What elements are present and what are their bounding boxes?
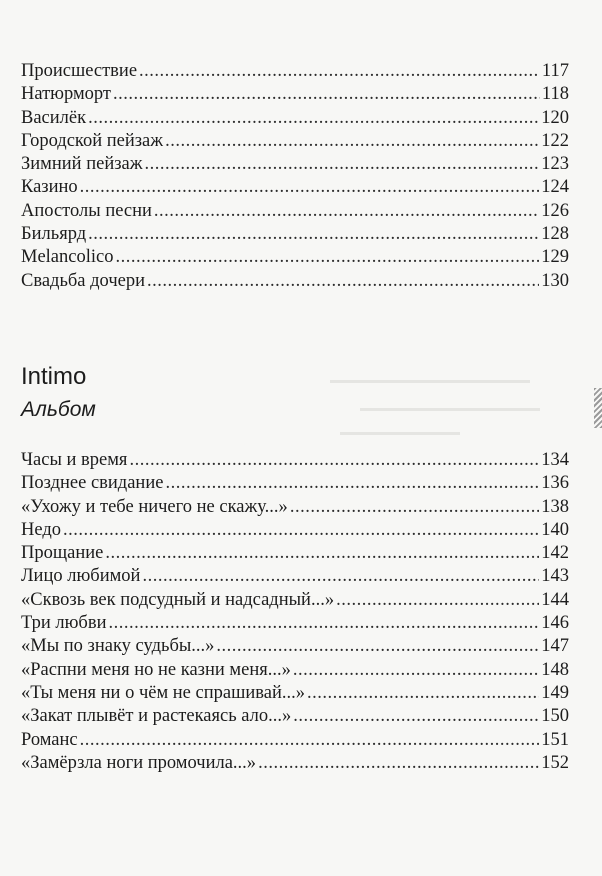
toc-dot-leader (145, 153, 540, 176)
toc-entry-page-number: 122 (541, 130, 569, 151)
toc-entry-title: Свадьба дочери (21, 270, 145, 291)
toc-dot-leader (80, 729, 540, 752)
toc-dot-leader (63, 519, 539, 542)
toc-entry (21, 729, 569, 752)
toc-entry-title: Позднее свидание (21, 473, 164, 494)
toc-dot-leader (216, 635, 539, 658)
toc-entry (21, 589, 569, 612)
toc-entry (21, 200, 569, 223)
toc-dot-leader (115, 246, 539, 269)
bleed-through-mark (330, 380, 530, 383)
toc-entry-page-number: 124 (541, 177, 569, 198)
toc-entry-page-number: 140 (541, 519, 569, 540)
toc-dot-leader (165, 472, 539, 495)
toc-entry-page-number: 120 (541, 107, 569, 128)
toc-entry (21, 176, 569, 199)
toc-entry-title: «Закат плывёт и растекаясь ало...» (21, 706, 292, 727)
toc-entry-page-number: 144 (541, 589, 569, 610)
toc-entry-page-number: 149 (541, 682, 569, 703)
toc-entry-page-number: 143 (541, 566, 569, 587)
toc-entry-page-number: 134 (541, 450, 569, 470)
section-header (21, 362, 96, 424)
toc-dot-leader (165, 130, 539, 153)
toc-dot-leader (147, 270, 539, 293)
toc-entry-title: «Сквозь век подсудный и надсадный...» (21, 589, 335, 610)
toc-dot-leader (293, 659, 539, 682)
toc-entry-page-number: 136 (541, 473, 569, 494)
toc-dot-leader (113, 83, 540, 106)
toc-dot-leader (258, 752, 539, 775)
toc-entry (21, 496, 569, 519)
toc-entry-page-number: 142 (541, 543, 569, 564)
toc-dot-leader (142, 565, 539, 588)
toc-entry-page-number: 147 (541, 636, 569, 657)
toc-entry (21, 752, 569, 775)
toc-entry-title: Бильярд (21, 224, 87, 245)
toc-entry-page-number: 151 (541, 729, 569, 750)
toc-entry-title: Казино (21, 177, 78, 198)
toc-entry-title: Натюрморт (21, 84, 112, 105)
toc-dot-leader (336, 589, 539, 612)
toc-entry-page-number: 123 (541, 154, 569, 175)
toc-entry-title: Городской пейзаж (21, 130, 164, 151)
toc-entry-title: Василёк (21, 107, 87, 128)
toc-dot-leader (307, 682, 539, 705)
toc-entry-title: Лицо любимой (21, 566, 141, 587)
toc-entry (21, 705, 569, 728)
toc-entry-page-number: 152 (541, 752, 569, 773)
toc-entry (21, 83, 569, 106)
toc-entry (21, 542, 569, 565)
toc-entry-page-number: 148 (541, 659, 569, 680)
toc-entry (21, 612, 569, 635)
toc-dot-leader (80, 176, 540, 199)
toc-entry-title: «Мы по знаку судьбы...» (21, 636, 215, 657)
toc-dot-leader (154, 200, 539, 223)
toc-entry-title: «Ухожу и тебе ничего не скажу...» (21, 496, 288, 517)
toc-entry (21, 223, 569, 246)
toc-dot-leader (108, 612, 539, 635)
toc-entry-page-number: 130 (541, 270, 569, 291)
toc-entry-title: Прощание (21, 543, 104, 564)
toc-entry-title: «Замёрзла ноги промочила...» (21, 752, 257, 773)
toc-entry-page-number: 126 (541, 200, 569, 221)
toc-dot-leader (88, 107, 539, 130)
toc-dot-leader (129, 449, 539, 472)
toc-entry-page-number: 146 (541, 613, 569, 634)
toc-entry-title: Апостолы песни (21, 200, 152, 221)
toc-entry-page-number: 138 (541, 496, 569, 517)
toc-entry (21, 565, 569, 588)
toc-entry-page-number: 118 (541, 84, 569, 105)
section-title: Intimo (21, 363, 87, 390)
toc-entry (21, 449, 569, 472)
toc-entry (21, 270, 569, 293)
toc-entry (21, 635, 569, 658)
toc-entry-title: Романс (21, 729, 78, 750)
toc-entry (21, 153, 569, 176)
table-of-contents-bottom (21, 449, 569, 775)
toc-entry-title: «Ты меня ни о чём не спрашивай...» (21, 682, 305, 703)
toc-entry-title: Часы и время (21, 450, 128, 470)
toc-entry-title: Недо (21, 519, 61, 540)
toc-entry-title: Три любви (21, 613, 107, 634)
toc-dot-leader (139, 60, 540, 83)
toc-entry-page-number: 117 (541, 61, 569, 81)
toc-entry (21, 130, 569, 153)
toc-entry-title: Зимний пейзаж (21, 154, 143, 175)
toc-entry (21, 659, 569, 682)
toc-entry (21, 472, 569, 495)
bleed-through-mark (340, 432, 460, 435)
section-subtitle: Альбом (21, 398, 96, 421)
table-of-contents-top (21, 60, 569, 293)
toc-entry-title: Происшествие (21, 61, 138, 81)
toc-dot-leader (105, 542, 539, 565)
toc-entry-page-number: 129 (541, 247, 569, 268)
toc-entry (21, 60, 569, 83)
toc-entry (21, 682, 569, 705)
toc-entry-page-number: 128 (541, 224, 569, 245)
toc-dot-leader (88, 223, 539, 246)
toc-dot-leader (290, 496, 539, 519)
toc-entry (21, 519, 569, 542)
toc-entry (21, 246, 569, 269)
toc-entry-title: Melancolico (21, 247, 114, 268)
toc-entry-title: «Распни меня но не казни меня...» (21, 659, 291, 680)
toc-entry-page-number: 150 (541, 706, 569, 727)
page-edge-marker (594, 388, 602, 428)
toc-dot-leader (293, 705, 539, 728)
toc-entry (21, 107, 569, 130)
bleed-through-mark (360, 408, 540, 411)
